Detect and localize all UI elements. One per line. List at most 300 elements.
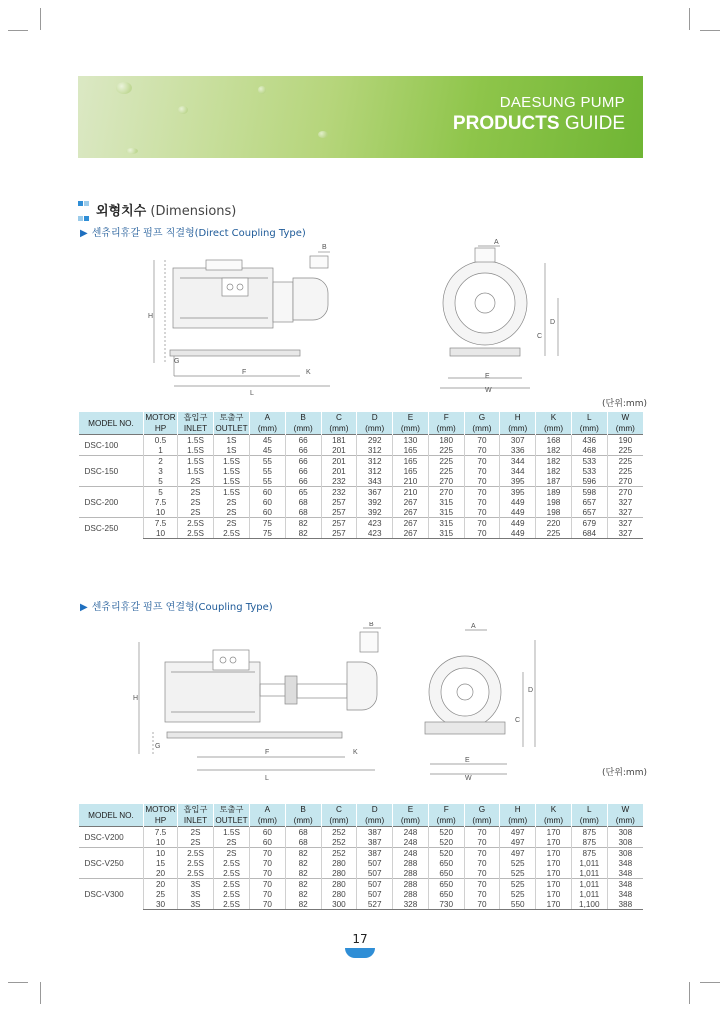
table-cell: 436 (571, 435, 607, 446)
model-cell: DSC-V200 (79, 827, 144, 848)
table-cell: 25 (144, 889, 178, 899)
header-cell: K (536, 412, 572, 423)
header-cell: 흡입구 (178, 804, 214, 815)
water-drop (258, 86, 266, 94)
table-cell: 348 (607, 858, 643, 868)
table-cell: 248 (393, 848, 429, 859)
table-cell: 533 (571, 466, 607, 476)
dim-label-h: H (148, 313, 154, 320)
table-cell: 70 (464, 456, 500, 467)
table-cell: 60 (250, 827, 286, 838)
table-cell: 70 (464, 868, 500, 879)
table-row (79, 848, 644, 859)
table-cell: 650 (428, 858, 464, 868)
model-cell: DSC-150 (79, 456, 144, 487)
header-model: MODEL NO. (79, 412, 144, 435)
table-cell: 66 (285, 445, 321, 456)
header-cell: (mm) (571, 423, 607, 435)
header-cell: C (321, 804, 357, 815)
header-cell: H (500, 412, 536, 423)
table-cell: 10 (144, 507, 178, 518)
table-cell: 650 (428, 889, 464, 899)
table-cell: 70 (464, 528, 500, 539)
table-cell: 2S (178, 497, 214, 507)
table-cell: 225 (536, 528, 572, 539)
header-cell: W (607, 412, 643, 423)
table-cell: 312 (357, 445, 393, 456)
dim-label-l: L (250, 390, 254, 397)
table-header-row (79, 804, 644, 815)
table-cell: 336 (500, 445, 536, 456)
table-cell: 533 (571, 456, 607, 467)
table-cell: 82 (285, 528, 321, 539)
table-cell: 267 (393, 528, 429, 539)
table-cell: 248 (393, 837, 429, 848)
table-cell: 257 (321, 528, 357, 539)
table-row (79, 528, 644, 539)
water-drop (126, 148, 138, 154)
table-cell: 596 (571, 476, 607, 487)
header-cell: L (571, 412, 607, 423)
header-cell: (mm) (464, 423, 500, 435)
table-cell: 70 (464, 848, 500, 859)
table-cell: 657 (571, 507, 607, 518)
table-cell: 280 (321, 879, 357, 890)
table-cell: 1.5S (214, 466, 250, 476)
table-cell: 232 (321, 476, 357, 487)
dim-label-h: H (133, 695, 139, 702)
table-cell: 7.5 (144, 518, 178, 529)
table-cell: 315 (428, 518, 464, 529)
table-cell: 70 (464, 466, 500, 476)
table-row (79, 507, 644, 518)
table-cell: 187 (536, 476, 572, 487)
table-cell: 730 (428, 899, 464, 910)
table-cell: 392 (357, 497, 393, 507)
table-cell: 60 (250, 837, 286, 848)
table-cell: 525 (500, 868, 536, 879)
table-cell: 497 (500, 837, 536, 848)
table-cell: 70 (250, 889, 286, 899)
header-cell: (mm) (536, 423, 572, 435)
table-cell: 423 (357, 518, 393, 529)
table-cell: 288 (393, 889, 429, 899)
table-cell: 70 (464, 837, 500, 848)
table-cell: 225 (607, 456, 643, 467)
table-cell: 210 (393, 476, 429, 487)
header-cell: OUTLET (215, 816, 248, 825)
table-cell: 270 (607, 487, 643, 498)
header-cell: (mm) (357, 423, 393, 435)
table-cell: 82 (285, 848, 321, 859)
table-cell: 68 (285, 837, 321, 848)
table-cell: 0.5 (144, 435, 178, 446)
header-cell: (mm) (321, 815, 357, 827)
header-cell: D (357, 804, 393, 815)
table-cell: 2S (178, 507, 214, 518)
table-cell: 875 (571, 848, 607, 859)
header-cell: (mm) (500, 815, 536, 827)
table-cell: 507 (357, 868, 393, 879)
crop-mark (700, 982, 720, 983)
table-cell: 201 (321, 445, 357, 456)
header-cell: (mm) (428, 815, 464, 827)
table-cell: 248 (393, 827, 429, 838)
table-cell: 315 (428, 507, 464, 518)
table-cell: 449 (500, 497, 536, 507)
table-cell: 280 (321, 868, 357, 879)
table-cell: 66 (285, 476, 321, 487)
dim-label-d: D (550, 319, 556, 326)
table-cell: 315 (428, 497, 464, 507)
table-cell: 190 (607, 435, 643, 446)
table-cell: 45 (250, 435, 286, 446)
table-cell: 449 (500, 518, 536, 529)
table-cell: 70 (464, 476, 500, 487)
header-cell: K (536, 804, 572, 815)
table-cell: 68 (285, 507, 321, 518)
table-cell: 449 (500, 507, 536, 518)
unit-label: (단위:mm) (602, 768, 647, 778)
table-row (79, 899, 644, 910)
table-header-row (79, 423, 644, 435)
crop-mark (689, 8, 690, 30)
header-cell: B (285, 412, 321, 423)
table-cell: 367 (357, 487, 393, 498)
table-cell: 66 (285, 466, 321, 476)
table-cell: 165 (393, 466, 429, 476)
dim-label-e: E (465, 757, 470, 764)
table-cell: 70 (250, 858, 286, 868)
table-cell: 270 (428, 476, 464, 487)
table-cell: 70 (464, 858, 500, 868)
table-cell: 267 (393, 518, 429, 529)
header-cell: L (571, 804, 607, 815)
table-cell: 525 (500, 858, 536, 868)
header-cell: (mm) (607, 423, 643, 435)
table-cell: 5 (144, 487, 178, 498)
table-cell: 679 (571, 518, 607, 529)
table-cell: 10 (144, 528, 178, 539)
table-cell: 3S (178, 899, 214, 910)
table-cell: 2.5S (214, 868, 250, 879)
table-cell: 182 (536, 456, 572, 467)
table-cell: 60 (250, 497, 286, 507)
table-cell: 315 (428, 528, 464, 539)
header-cell: (mm) (357, 815, 393, 827)
crop-mark (40, 8, 41, 30)
table-row (79, 497, 644, 507)
table-cell: 2.5S (178, 858, 214, 868)
water-drop (116, 82, 132, 94)
table-cell: 308 (607, 848, 643, 859)
table-cell: 65 (285, 487, 321, 498)
water-drop (318, 131, 328, 138)
table-cell: 45 (250, 445, 286, 456)
table-row (79, 879, 644, 890)
table-cell: 308 (607, 837, 643, 848)
table-cell: 82 (285, 868, 321, 879)
crop-mark (700, 30, 720, 31)
subtitle-coupling: ▶ 센츄리휴갈 펌프 연결형(Coupling Type) (80, 602, 273, 613)
dim-label-a: A (471, 623, 476, 630)
table-cell: 449 (500, 528, 536, 539)
table-cell: 198 (536, 507, 572, 518)
table-cell: 1.5S (178, 466, 214, 476)
table-cell: 423 (357, 528, 393, 539)
header-cell: F (428, 412, 464, 423)
table-cell: 525 (500, 879, 536, 890)
model-cell: DSC-250 (79, 518, 144, 539)
table-cell: 520 (428, 848, 464, 859)
table-row (79, 445, 644, 456)
table-cell: 82 (285, 889, 321, 899)
table-cell: 507 (357, 889, 393, 899)
table-cell: 180 (428, 435, 464, 446)
table-cell: 170 (536, 868, 572, 879)
table-cell: 328 (393, 899, 429, 910)
dim-label-b: B (322, 244, 327, 251)
table-cell: 252 (321, 848, 357, 859)
table-cell: 3S (178, 889, 214, 899)
table-cell: 2.5S (178, 848, 214, 859)
table-cell: 10 (144, 848, 178, 859)
header-cell: INLET (178, 423, 214, 435)
table-cell: 343 (357, 476, 393, 487)
table-cell: 1.5S (178, 435, 214, 446)
dim-label-e: E (485, 373, 490, 380)
page-number: 17 (352, 932, 368, 946)
table-cell: 327 (607, 528, 643, 539)
table-cell: 1.5S (214, 456, 250, 467)
table-cell: 2.5S (214, 528, 250, 539)
table-cell: 170 (536, 837, 572, 848)
table-cell: 1S (214, 435, 250, 446)
header-cell: G (464, 804, 500, 815)
table-cell: 70 (464, 445, 500, 456)
header-cell: MOTOR (145, 805, 176, 814)
table-cell: 292 (357, 435, 393, 446)
table-cell: 1,011 (571, 858, 607, 868)
table-cell: 2S (214, 507, 250, 518)
table-cell: 75 (250, 528, 286, 539)
header-cell: (mm) (500, 423, 536, 435)
table-cell: 650 (428, 868, 464, 879)
table-cell: 257 (321, 497, 357, 507)
table-cell: 2S (214, 837, 250, 848)
header-cell: 토출구 (214, 804, 250, 815)
table-cell: 2S (178, 487, 214, 498)
header-cell: HP (144, 815, 178, 827)
table-cell: 270 (607, 476, 643, 487)
table-cell: 170 (536, 889, 572, 899)
table-cell: 170 (536, 899, 572, 910)
table-cell: 507 (357, 879, 393, 890)
table-row (79, 476, 644, 487)
table-cell: 10 (144, 837, 178, 848)
table-cell: 2.5S (214, 858, 250, 868)
header-cell: E (393, 412, 429, 423)
table-cell: 170 (536, 879, 572, 890)
table-cell: 387 (357, 848, 393, 859)
table-cell: 55 (250, 456, 286, 467)
header-cell: (mm) (607, 815, 643, 827)
table-cell: 2S (214, 848, 250, 859)
table-cell: 280 (321, 858, 357, 868)
table-cell: 2.5S (214, 879, 250, 890)
products-guide-title: PRODUCTS GUIDE (452, 113, 625, 134)
triangle-bullet-icon: ▶ (80, 602, 88, 613)
table-cell: 257 (321, 507, 357, 518)
dim-label-a: A (494, 239, 499, 246)
table-cell: 75 (250, 518, 286, 529)
drawing-direct-coupling (140, 238, 570, 400)
table-cell: 15 (144, 858, 178, 868)
dim-label-f: F (242, 369, 247, 376)
table-cell: 189 (536, 487, 572, 498)
table-cell: 2S (178, 827, 214, 838)
brand-name: DAESUNG PUMP (499, 94, 625, 111)
header-banner (78, 76, 643, 158)
table-cell: 1,100 (571, 899, 607, 910)
header-cell: (mm) (536, 815, 572, 827)
section-title: 외형치수 (Dimensions) (78, 200, 236, 222)
table-cell: 225 (607, 466, 643, 476)
table-cell: 70 (464, 889, 500, 899)
table-cell: 327 (607, 497, 643, 507)
table-cell: 550 (500, 899, 536, 910)
dim-label-k: K (306, 369, 311, 376)
spec-table-direct (78, 412, 643, 539)
table-cell: 70 (250, 848, 286, 859)
table-cell: 66 (285, 456, 321, 467)
page-tab-decoration (345, 948, 375, 958)
header-cell: C (321, 412, 357, 423)
dim-label-f: F (265, 749, 270, 756)
table-cell: 2S (214, 497, 250, 507)
table-cell: 1.5S (178, 456, 214, 467)
table-cell: 650 (428, 879, 464, 890)
table-cell: 1,011 (571, 879, 607, 890)
crop-mark (8, 982, 28, 983)
header-cell: (mm) (393, 423, 429, 435)
table-cell: 2S (178, 837, 214, 848)
table-cell: 30 (144, 899, 178, 910)
table-cell: 66 (285, 435, 321, 446)
table-cell: 507 (357, 858, 393, 868)
table-cell: 20 (144, 868, 178, 879)
dim-label-d: D (528, 687, 534, 694)
header-cell: (mm) (428, 423, 464, 435)
table-cell: 3 (144, 466, 178, 476)
table-cell: 520 (428, 837, 464, 848)
model-cell: DSC-200 (79, 487, 144, 518)
table-header-row (79, 815, 644, 827)
table-cell: 225 (428, 445, 464, 456)
table-cell: 1.5S (214, 487, 250, 498)
table-row (79, 487, 644, 498)
table-cell: 70 (464, 827, 500, 838)
table-cell: 344 (500, 456, 536, 467)
header-cell: B (285, 804, 321, 815)
table-cell: 252 (321, 827, 357, 838)
table-cell: 1,011 (571, 889, 607, 899)
table-cell: 55 (250, 466, 286, 476)
header-cell: (mm) (571, 815, 607, 827)
table-row (79, 435, 644, 446)
table-row (79, 868, 644, 879)
table-cell: 1.5S (214, 476, 250, 487)
table-cell: 308 (607, 827, 643, 838)
table-row (79, 827, 644, 838)
table-cell: 497 (500, 827, 536, 838)
header-cell: OUTLET (215, 424, 248, 433)
header-cell: (mm) (321, 423, 357, 435)
table-cell: 7.5 (144, 827, 178, 838)
table-cell: 70 (464, 518, 500, 529)
dim-label-w: W (485, 387, 492, 394)
table-cell: 598 (571, 487, 607, 498)
table-cell: 70 (464, 507, 500, 518)
table-cell: 82 (285, 879, 321, 890)
table-cell: 70 (250, 868, 286, 879)
table-cell: 348 (607, 889, 643, 899)
table-cell: 225 (428, 466, 464, 476)
table-cell: 288 (393, 868, 429, 879)
table-cell: 170 (536, 858, 572, 868)
table-cell: 198 (536, 497, 572, 507)
table-cell: 165 (393, 456, 429, 467)
table-row (79, 456, 644, 467)
table-cell: 344 (500, 466, 536, 476)
header-cell: (mm) (285, 423, 321, 435)
table-header-row (79, 412, 644, 423)
table-cell: 2.5S (214, 889, 250, 899)
table-cell: 307 (500, 435, 536, 446)
table-cell: 210 (393, 487, 429, 498)
model-cell: DSC-100 (79, 435, 144, 456)
square-bullet-icon (78, 201, 90, 222)
table-cell: 82 (285, 518, 321, 529)
header-cell: F (428, 804, 464, 815)
header-cell: A (250, 412, 286, 423)
table-cell: 395 (500, 476, 536, 487)
table-cell: 168 (536, 435, 572, 446)
table-cell: 170 (536, 827, 572, 838)
table-cell: 2.5S (178, 868, 214, 879)
triangle-bullet-icon: ▶ (80, 228, 88, 239)
table-cell: 7.5 (144, 497, 178, 507)
table-cell: 5 (144, 476, 178, 487)
header-cell: (mm) (250, 423, 286, 435)
header-cell: (mm) (393, 815, 429, 827)
unit-label: (단위:mm) (602, 399, 647, 409)
dim-label-c: C (537, 333, 543, 340)
table-cell: 1S (214, 445, 250, 456)
table-row (79, 858, 644, 868)
table-row (79, 466, 644, 476)
spec-table-coupling (78, 804, 643, 910)
table-cell: 527 (357, 899, 393, 910)
table-cell: 201 (321, 456, 357, 467)
table-cell: 201 (321, 466, 357, 476)
table-cell: 68 (285, 827, 321, 838)
table-cell: 70 (464, 879, 500, 890)
table-cell: 2.5S (178, 518, 214, 529)
header-model: MODEL NO. (79, 804, 144, 827)
table-cell: 165 (393, 445, 429, 456)
table-cell: 270 (428, 487, 464, 498)
